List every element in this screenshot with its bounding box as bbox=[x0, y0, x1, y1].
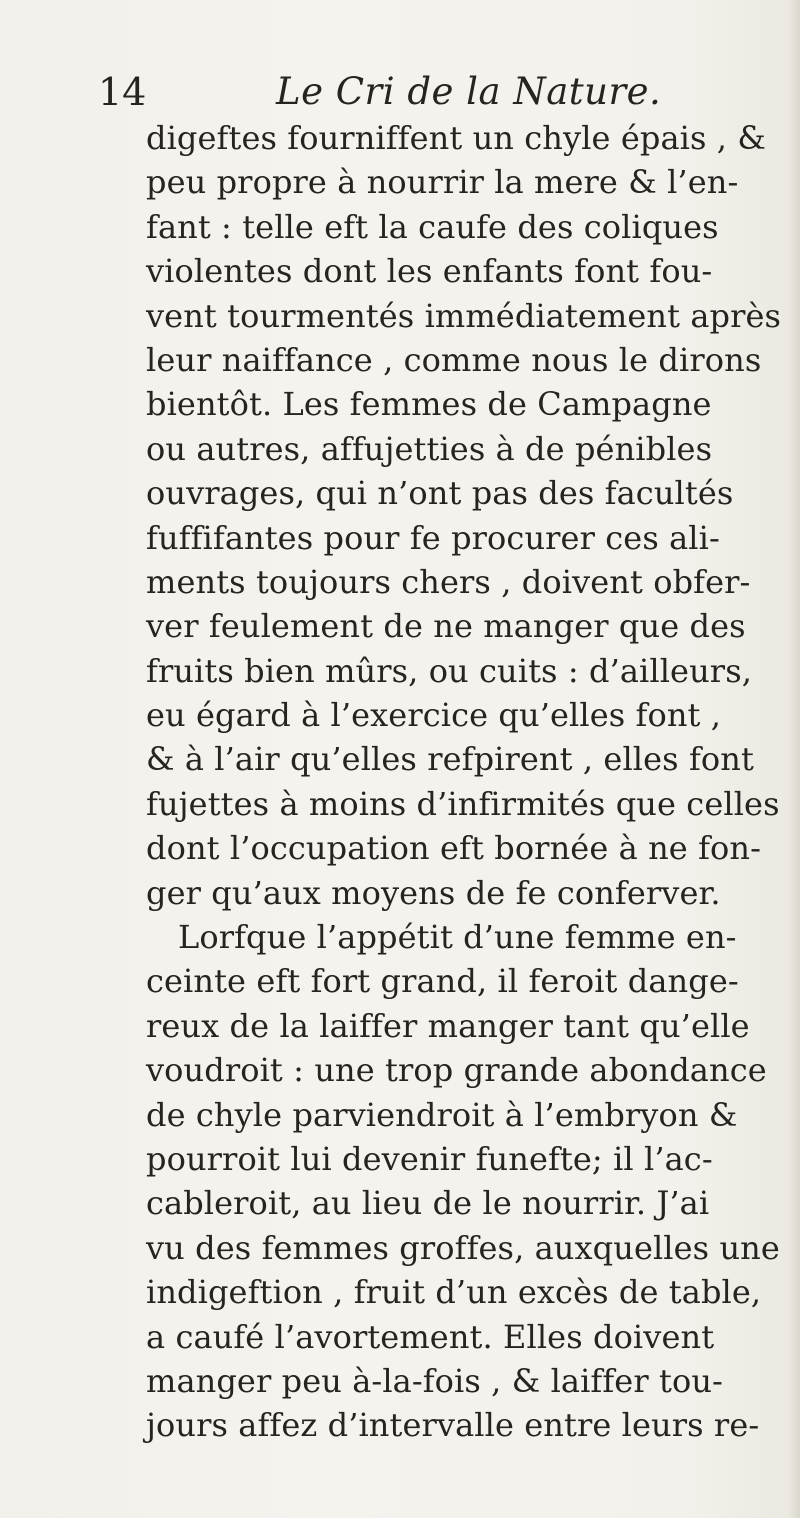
text-line: pourroit lui devenir funefte; il l’ac- bbox=[146, 1139, 713, 1178]
page-number: 14 bbox=[98, 70, 147, 114]
text-line: fruits bien mûrs, ou cuits : d’ailleurs, bbox=[146, 651, 752, 690]
body-text bbox=[146, 116, 786, 1448]
text-line: vu des femmes groffes, auxquelles une bbox=[146, 1228, 780, 1267]
text-line: ger qu’aux moyens de fe conferver. bbox=[146, 873, 721, 912]
text-line: ments toujours chers , doivent obfer- bbox=[146, 562, 751, 601]
text-line: de chyle parviendroit à l’embryon & bbox=[146, 1095, 738, 1134]
text-line: eu égard à l’exercice qu’elles font , bbox=[146, 696, 722, 735]
page-edge-shadow bbox=[788, 0, 800, 1518]
text-line: vent tourmentés immédiatement après bbox=[146, 296, 782, 335]
text-line: ouvrages, qui n’ont pas des facultés bbox=[146, 474, 734, 513]
running-title: Le Cri de la Nature. bbox=[276, 70, 662, 113]
text-line: indigeftion , fruit d’un excès de table, bbox=[146, 1273, 762, 1312]
text-line: fant : telle eft la caufe des coliques bbox=[146, 207, 719, 246]
text-line: digeftes fourniffent un chyle épais , & bbox=[146, 119, 766, 157]
paragraph-start-line: Lorfque l’appétit d’une femme en- bbox=[178, 918, 737, 957]
text-line: & à l’air qu’elles refpirent , elles font bbox=[146, 740, 754, 779]
text-line: cableroit, au lieu de le nourrir. J’ai bbox=[146, 1184, 710, 1223]
text-line: leur naiffance , comme nous le dirons bbox=[146, 340, 762, 379]
text-line: manger peu à-la-fois , & laiffer tou- bbox=[146, 1361, 723, 1400]
text-line: ver feulement de ne manger que des bbox=[146, 607, 746, 646]
text-line: fuffifantes pour fe procurer ces ali- bbox=[146, 518, 720, 557]
text-line: jours affez d’intervalle entre leurs re- bbox=[146, 1406, 760, 1445]
text-line: reux de la laiffer manger tant qu’elle bbox=[146, 1006, 750, 1045]
text-line: dont l’occupation eft bornée à ne fon- bbox=[146, 829, 762, 868]
text-line: ou autres, affujetties à de pénibles bbox=[146, 429, 713, 468]
text-line: bientôt. Les femmes de Campagne bbox=[146, 385, 712, 424]
text-line: voudroit : une trop grande abondance bbox=[146, 1051, 767, 1090]
text-line: a caufé l’avortement. Elles doivent bbox=[146, 1317, 715, 1356]
page-header bbox=[98, 68, 718, 118]
text-line: peu propre à nourrir la mere & l’en- bbox=[146, 163, 739, 202]
text-line: violentes dont les enfants font fou- bbox=[146, 252, 713, 291]
text-line: ceinte eft fort grand, il feroit dange- bbox=[146, 962, 739, 1001]
text-line: fujettes à moins d’infirmités que celles bbox=[146, 784, 780, 823]
